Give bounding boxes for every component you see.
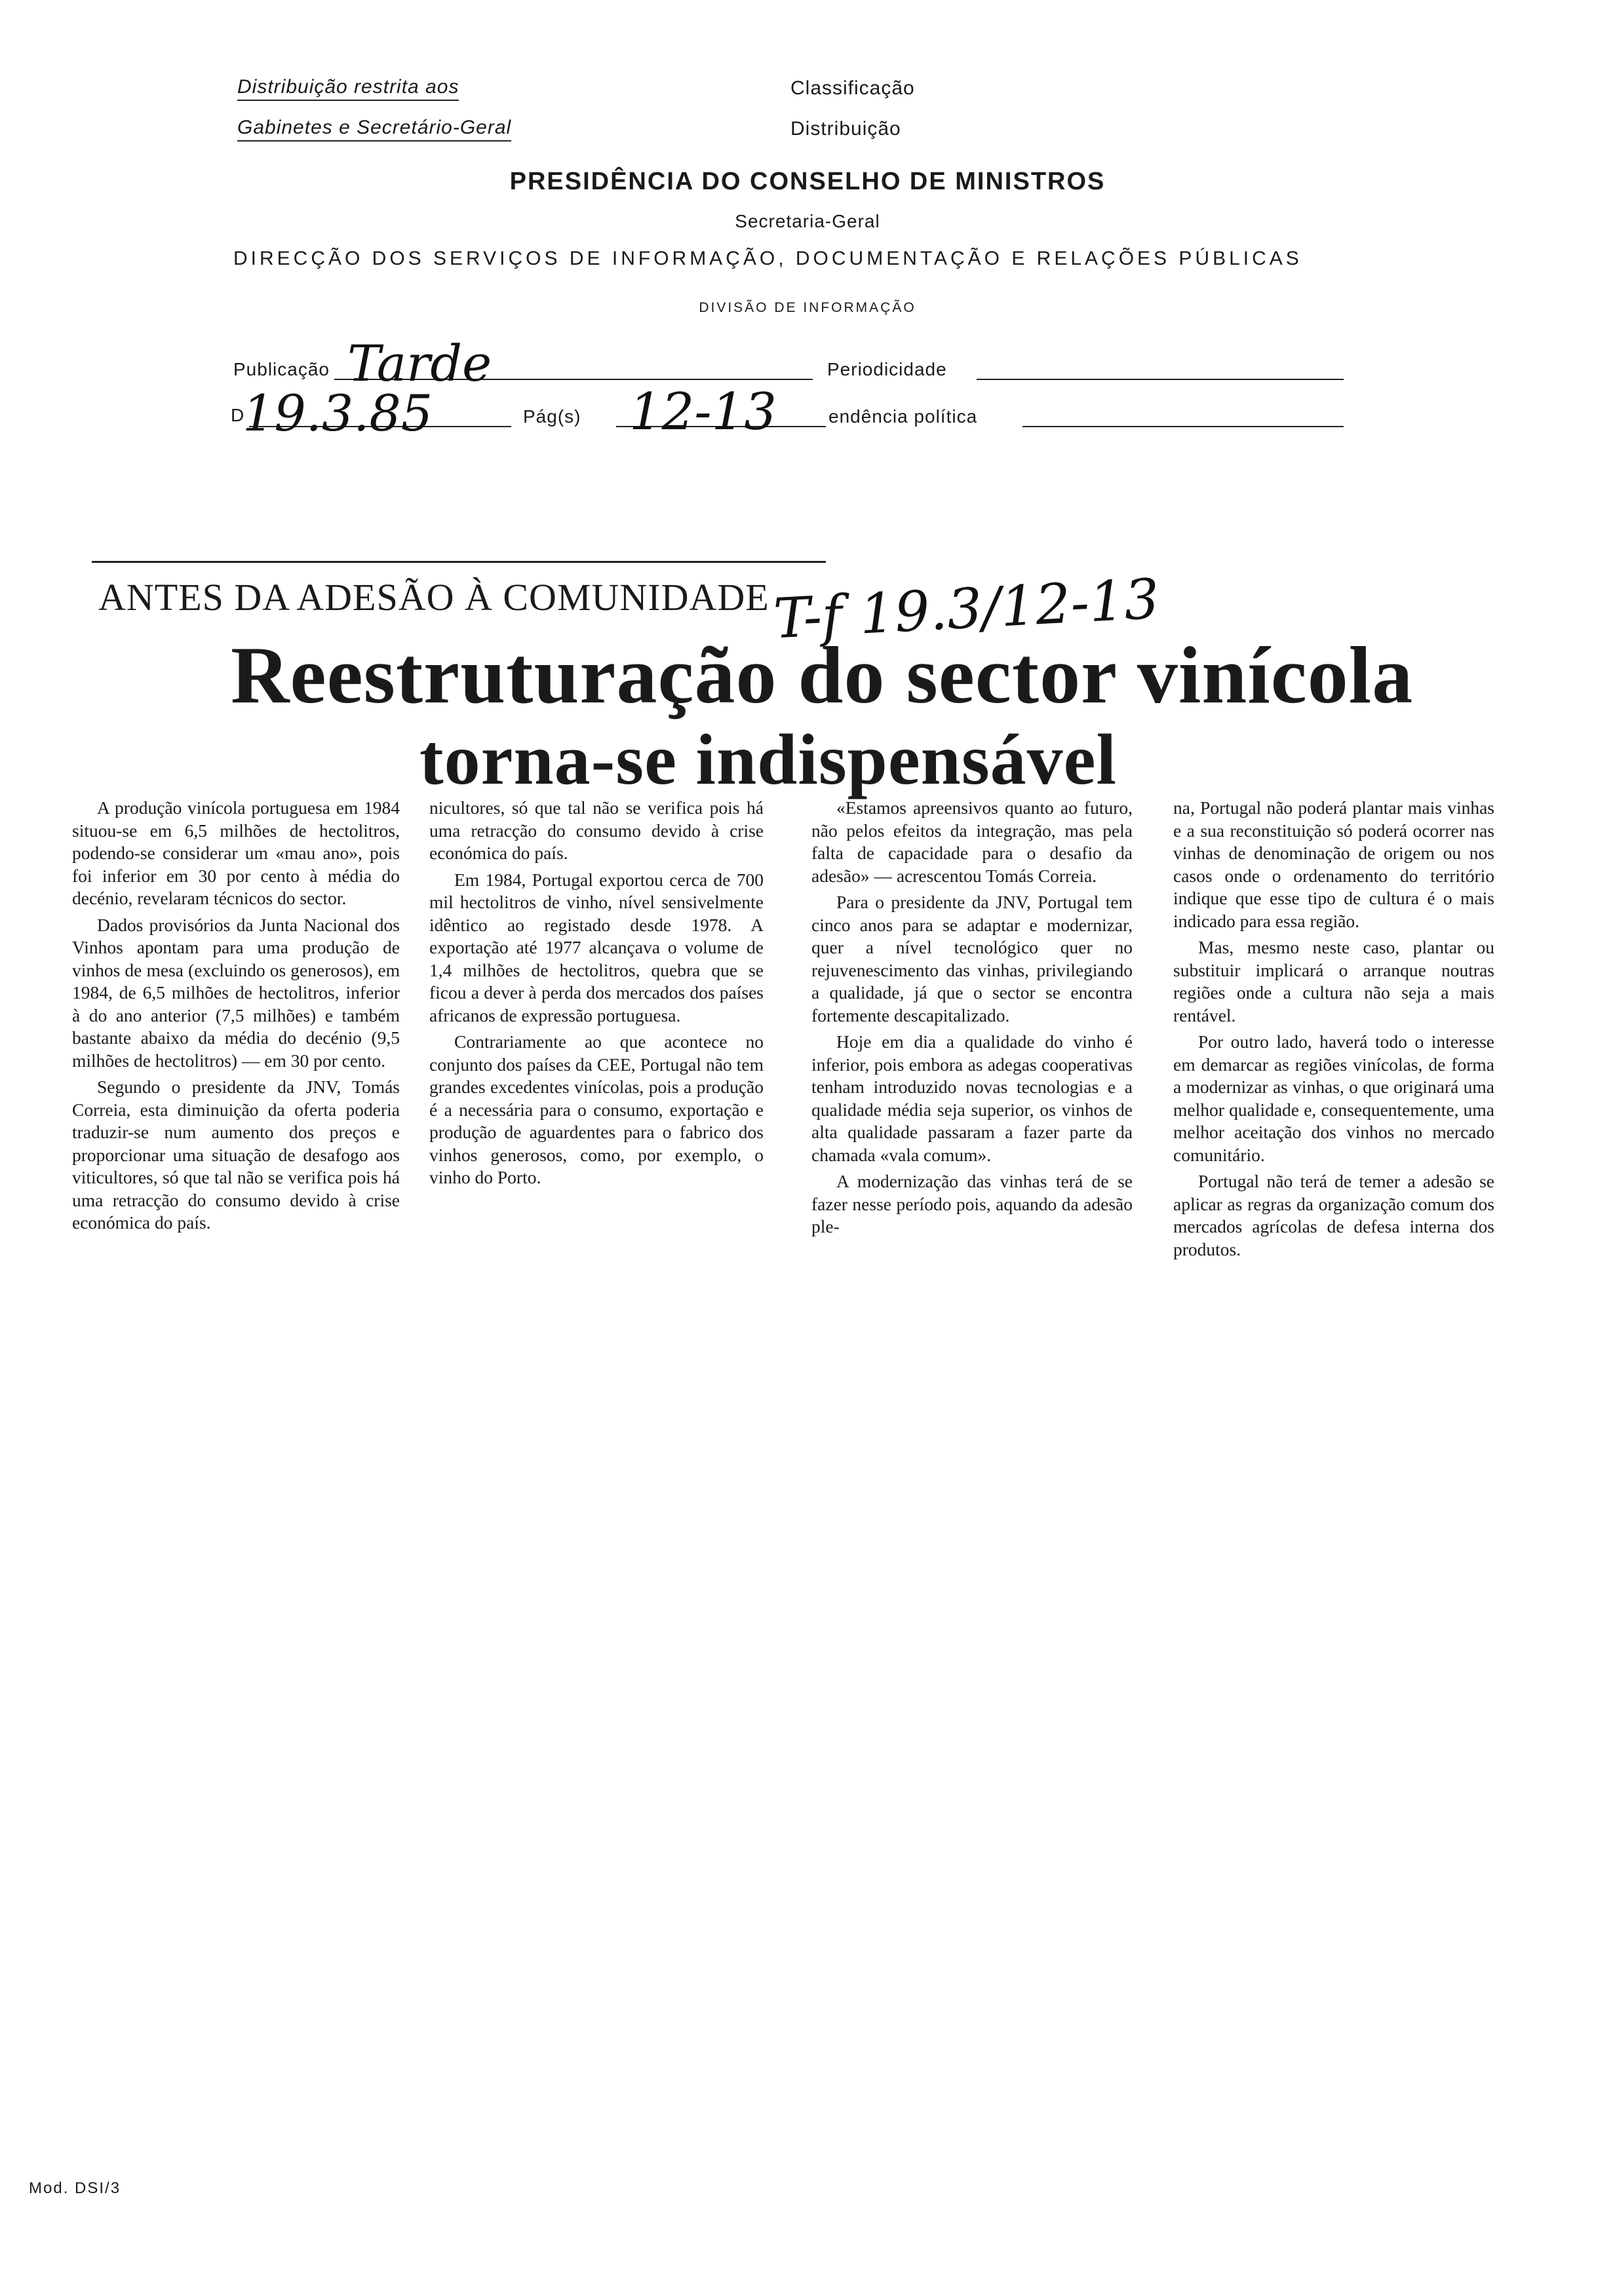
date-label: D: [231, 405, 245, 425]
tendency-field-line: [1022, 426, 1344, 427]
periodicity-label: Periodicidade: [827, 359, 947, 379]
date-handwritten-value: 19.3.85: [243, 384, 433, 442]
column3-paragraph: «Estamos apreensivos quanto ao futuro, não pelos efeitos da integração, mas pela falta de capacidade para o desafio da adesão» — acrescentou Tomás Correia.: [811, 797, 1133, 886]
article-kicker: ANTES DA ADESÃO À COMUNIDADE: [98, 576, 769, 619]
secretariat-subtitle: Secretaria-Geral: [735, 211, 880, 231]
publication-label: Publicação: [233, 359, 330, 379]
article-column-1: [72, 797, 400, 1238]
periodicity-field-line: [977, 379, 1344, 380]
article-column-4: [1173, 797, 1494, 1265]
pages-label: Pág(s): [523, 406, 581, 427]
column4-paragraph: Por outro lado, haverá todo o interesse em demarcar as regiões vinícolas, de forma a modernizar as vinhas, o que originará uma melhor qualidade e, consequentemente, uma melhor aceitação dos vinhos no mercado comunitário.: [1173, 1031, 1494, 1165]
column4-paragraph: Mas, mesmo neste caso, plantar ou substituir implicará o arranque noutras regiões onde a cultura não seja a mais rentável.: [1173, 937, 1494, 1025]
column3-paragraph: A modernização das vinhas terá de se fazer nesse período pois, aquando da adesão ple-: [811, 1171, 1133, 1236]
distribution-restriction-line1: Distribuição restrita aos: [237, 76, 459, 101]
division-line: DIVISÃO DE INFORMAÇÃO: [699, 300, 916, 315]
handwritten-reference-annotation: T-f 19.3/12-13: [771, 566, 1161, 651]
pages-handwritten-value: 12-13: [629, 383, 777, 442]
column2-paragraph: Contrariamente ao que acontece no conjunto dos países da CEE, Portugal não tem grandes excedentes vinícolas, pois a produção é a necessária para o consumo, exportação e produção de aguardentes para o fabrico dos vinhos generosos, como, por exemplo, o vinho do Porto.: [429, 1031, 764, 1187]
classification-label: Classificação: [790, 77, 915, 99]
article-headline-line1: Reestruturação do sector vinícola: [231, 630, 1414, 720]
distribution-restriction-line2: Gabinetes e Secretário-Geral: [237, 117, 511, 142]
column3-paragraph: Hoje em dia a qualidade do vinho é inferior, pois embora as adegas cooperativas tenham introduzido novas tecnologias e a qualidade média seja superior, os vinhos de alta qualidade passaram a fazer parte da chamada «vala comum».: [811, 1031, 1133, 1165]
article-column-3: [811, 797, 1133, 1242]
distribution-label: Distribuição: [790, 118, 901, 140]
column4-paragraph: Portugal não terá de temer a adesão se aplicar as regras da organização comum dos mercados agrícolas de defesa interna dos produtos.: [1173, 1171, 1494, 1259]
publication-handwritten-value: Tarde: [347, 334, 492, 392]
column3-paragraph: Para o presidente da JNV, Portugal tem cinco anos para se adaptar e modernizar, quer a nível tecnológico quer no rejuvenescimento das vinhas, privilegiando a qualidade, já que o sector se encontra fortemente descapitalizado.: [811, 892, 1133, 1025]
column4-continuation: na, Portugal não poderá plantar mais vinhas e a sua reconstituição só poderá ocorrer nas vinhas de denominação de origem ou nos casos onde o ordenamento do território indique que esse tipo de cultura é o mais indicado para essa região.: [1173, 797, 1494, 931]
article-top-rule: [92, 561, 826, 563]
column1-paragraph: Dados provisórios da Junta Nacional dos Vinhos apontam para uma produção de vinhos de mesa (excluindo os generosos), em 1984, de 6,5 milhões de hectolitros, inferior à do ano anterior (7,5 milhões) e também bastante abaixo da média do decénio (9,5 milhões de hectolitros) — em 30 por cento.: [72, 914, 400, 1071]
column2-continuation: nicultores, só que tal não se verifica pois há uma retracção do consumo devido à crise económica do país.: [429, 797, 764, 863]
column2-paragraph: Em 1984, Portugal exportou cerca de 700 mil hectolitros de vinho, nível sensivelmente idêntico ao registado desde 1978. A exportação até 1977 alcançava o volume de 1,4 milhões de hectolitros, quebra que se ficou a dever à perda dos mercados dos países africanos de expressão portuguesa.: [429, 869, 764, 1025]
political-tendency-label: endência política: [828, 406, 978, 427]
article-column-2: [429, 797, 764, 1193]
form-model-code: Mod. DSI/3: [29, 2179, 121, 2197]
article-headline-line2: torna-se indispensável: [419, 719, 1118, 799]
column1-paragraph: A produção vinícola portuguesa em 1984 situou-se em 6,5 milhões de hectolitros, podendo-se considerar um «mau ano», pois foi inferior em 30 por cento à média do decénio, revelaram técnicos do sector.: [72, 797, 400, 908]
directorate-line: DIRECÇÃO DOS SERVIÇOS DE INFORMAÇÃO, DOCUMENTAÇÃO E RELAÇÕES PÚBLICAS: [233, 248, 1302, 269]
organization-title: PRESIDÊNCIA DO CONSELHO DE MINISTROS: [509, 168, 1106, 195]
column1-paragraph: Segundo o presidente da JNV, Tomás Correia, esta diminuição da oferta poderia traduzir-se num aumento dos preços e proporcionar uma situação de desafogo aos viticultores, só que tal não se verifica pois há uma retracção do consumo devido à crise económica do país.: [72, 1077, 400, 1233]
